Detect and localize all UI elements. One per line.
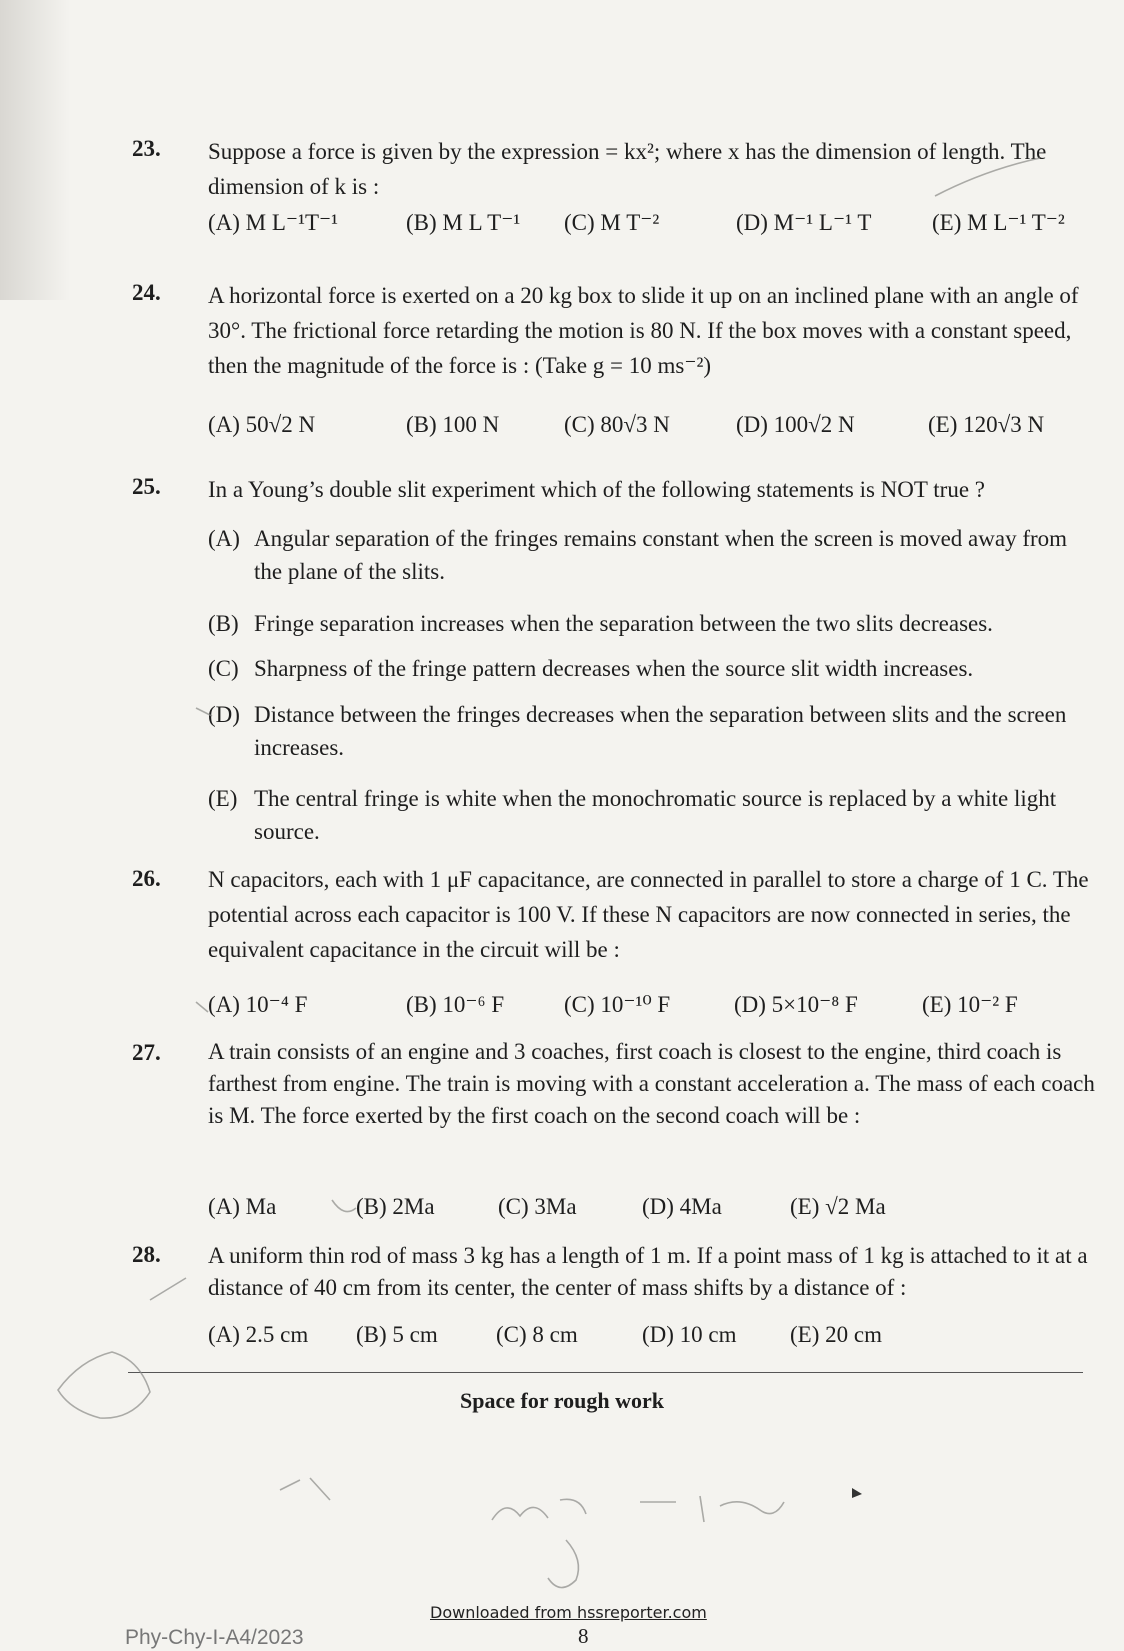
question-number: 25.	[132, 474, 161, 499]
tick-mark	[935, 158, 1040, 196]
statement-text: Distance between the fringes decreases when the separation between slits and the screen increases.	[254, 702, 1067, 760]
statement-text: The central fringe is white when the monochromatic source is replaced by a white light source.	[254, 786, 1057, 844]
option-e: (E) 120√3 N	[928, 412, 1045, 437]
statement-text: Fringe separation increases when the separation between the two slits decreases.	[254, 611, 993, 636]
rough-scribble	[548, 1540, 578, 1588]
statement-label: (A)	[208, 526, 240, 551]
question-number: 27.	[132, 1040, 161, 1065]
option-d: (D) M⁻¹ L⁻¹ T	[736, 210, 872, 235]
option-a: (A) M L⁻¹T⁻¹	[208, 210, 339, 235]
circle-scribble	[58, 1352, 150, 1418]
option-c: (C) 10⁻¹⁰ F	[564, 992, 671, 1017]
option-c: (C) 3Ma	[498, 1194, 577, 1219]
rough-scribble	[640, 1496, 784, 1522]
tick-mark	[196, 708, 212, 716]
paper-code: Phy-Chy-I-A4/2023	[125, 1626, 304, 1649]
question-text: A horizontal force is exerted on a 20 kg box to slide it up on an inclined plane with an angle of 30°. The frictional force retarding the motion is 80 N. If the box moves with a constant speed, then the magnitude of the force is : (Take g = 10 ms⁻²)	[208, 283, 1079, 378]
option-a: (A) Ma	[208, 1194, 277, 1219]
option-d: (D) 4Ma	[642, 1194, 722, 1219]
option-b: (B) 10⁻⁶ F	[406, 992, 505, 1017]
tick-mark	[196, 1002, 208, 1012]
option-e: (E) √2 Ma	[790, 1194, 886, 1219]
option-e: (E) M L⁻¹ T⁻²	[932, 210, 1065, 235]
question-text: A uniform thin rod of mass 3 kg has a length of 1 m. If a point mass of 1 kg is attached to it at a distance of 40 cm from its center, the center of mass shifts by a distance of :	[208, 1243, 1088, 1300]
option-b: (B) 5 cm	[356, 1322, 438, 1347]
option-a: (A) 10⁻⁴ F	[208, 992, 308, 1017]
statement-label: (B)	[208, 611, 239, 636]
rough-scribble	[280, 1478, 330, 1500]
question-number: 28.	[132, 1242, 161, 1267]
option-b: (B) 100 N	[406, 412, 500, 437]
question-number: 26.	[132, 866, 161, 891]
option-e: (E) 20 cm	[790, 1322, 882, 1347]
tick-mark	[332, 1200, 356, 1212]
statement-text: Sharpness of the fringe pattern decreases when the source slit width increases.	[254, 656, 974, 681]
option-c: (C) 8 cm	[496, 1322, 578, 1347]
page-number: 8	[578, 1624, 589, 1648]
question-text: N capacitors, each with 1 μF capacitance, are connected in parallel to store a charge of 1 C. The potential across each capacitor is 100 V. If these N capacitors are now connected in series, the equivalent capacitance in the circuit will be :	[208, 867, 1089, 962]
small-arrow-mark	[852, 1488, 862, 1498]
statement-label: (E)	[208, 786, 238, 811]
option-d: (D) 5×10⁻⁸ F	[734, 992, 858, 1017]
option-c: (C) 80√3 N	[564, 412, 670, 437]
option-e: (E) 10⁻² F	[922, 992, 1018, 1017]
download-link[interactable]: Downloaded from hssreporter.com	[430, 1603, 707, 1622]
rough-scribble	[492, 1499, 586, 1520]
option-d: (D) 10 cm	[642, 1322, 737, 1347]
option-b: (B) 2Ma	[356, 1194, 435, 1219]
option-a: (A) 2.5 cm	[208, 1322, 309, 1347]
option-d: (D) 100√2 N	[736, 412, 855, 437]
option-a: (A) 50√2 N	[208, 412, 316, 437]
rough-work-heading: Space for rough work	[460, 1388, 664, 1413]
question-number: 24.	[132, 280, 161, 305]
tick-mark	[150, 1278, 186, 1300]
question-text: In a Young’s double slit experiment which of the following statements is NOT true ?	[208, 477, 985, 502]
question-text: Suppose a force is given by the expression = kx²; where x has the dimension of length. The dimension of k is :	[208, 139, 1047, 199]
option-b: (B) M L T⁻¹	[406, 210, 521, 235]
statement-text: Angular separation of the fringes remains constant when the screen is moved away from the plane of the slits.	[254, 526, 1068, 584]
question-text: A train consists of an engine and 3 coaches, first coach is closest to the engine, third coach is farthest from engine. The train is moving with a constant acceleration a. The mass of each coach is M. The force exerted by the first coach on the second coach will be :	[208, 1039, 1095, 1128]
question-number: 23.	[132, 136, 161, 161]
option-c: (C) M T⁻²	[564, 210, 660, 235]
statement-label: (D)	[208, 702, 240, 727]
statement-label: (C)	[208, 656, 239, 681]
